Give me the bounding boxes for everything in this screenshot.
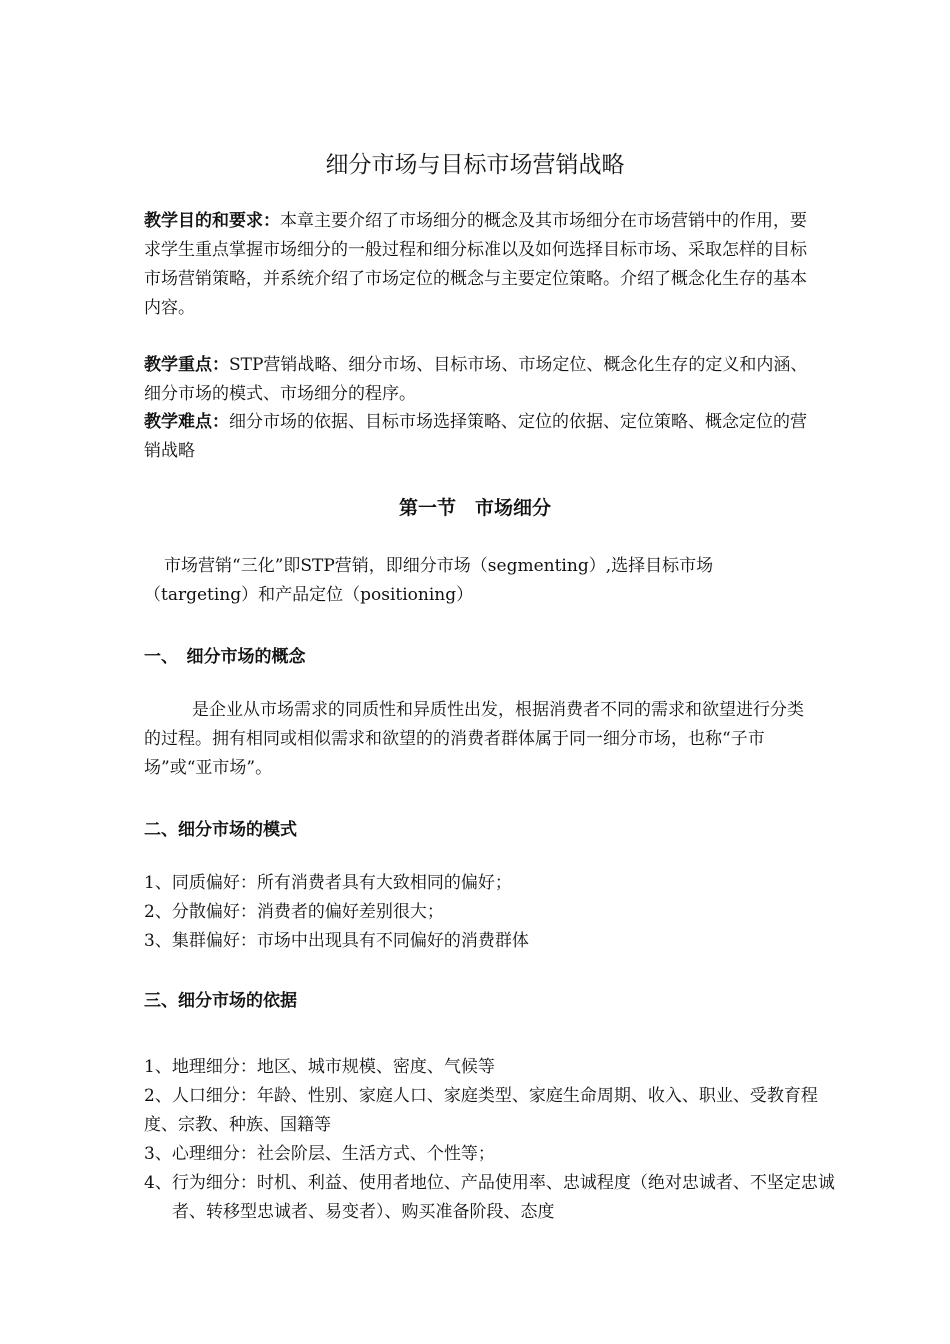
teaching-objectives xyxy=(144,207,816,323)
difficulties-label: 教学难点： xyxy=(144,412,229,432)
basis-item: 1、地理细分：地区、城市规模、密度、气候等 xyxy=(144,1057,495,1077)
heading-bases: 三、细分市场的依据 xyxy=(144,991,297,1011)
key-points-text: STP营销战略、细分市场、目标市场、市场定位、概念化生存的定义和内涵、细分市场的模式、市场细分的程序。 xyxy=(144,355,808,404)
basis-item: 4、行为细分：时机、利益、使用者地位、产品使用率、忠诚程度（绝对忠诚者、不坚定忠诚者、转移型忠诚者、易变者）、购买准备阶段、态度 xyxy=(144,1173,835,1222)
pattern-item: 1、同质偏好：所有消费者具有大致相同的偏好； xyxy=(144,873,512,893)
difficulties-text: 细分市场的依据、目标市场选择策略、定位的依据、定位策略、概念定位的营销战略 xyxy=(144,412,807,461)
intro-paragraph: 市场营销“三化”即STP营销，即细分市场（segmenting）,选择目标市场（targeting）和产品定位（positioning） xyxy=(144,556,714,605)
document-title: 细分市场与目标市场营销战略 xyxy=(325,152,625,178)
section-title: 第一节 市场细分 xyxy=(398,497,551,519)
pattern-item: 2、分散偏好：消费者的偏好差别很大； xyxy=(144,902,444,922)
basis-item: 2、人口细分：年龄、性别、家庭人口、家庭类型、家庭生命周期、收入、职业、受教育程度、宗教、种族、国籍等 xyxy=(144,1086,818,1135)
teaching-key-points xyxy=(144,351,816,409)
objectives-label: 教学目的和要求： xyxy=(144,211,280,231)
objectives-text: 本章主要介绍了市场细分的概念及其市场细分在市场营销中的作用，要求学生重点掌握市场细分的一般过程和细分标准以及如何选择目标市场、采取怎样的目标市场营销策略，并系统介绍了市场定位的概念与主要定位策略。介绍了概念化生存的基本内容。 xyxy=(144,211,807,318)
basis-item: 3、心理细分：社会阶层、生活方式、个性等； xyxy=(144,1144,495,1164)
teaching-difficulties xyxy=(144,408,816,466)
heading-patterns: 二、细分市场的模式 xyxy=(144,820,297,840)
heading-concept: 一、 细分市场的概念 xyxy=(144,647,306,667)
concept-paragraph: 是企业从市场需求的同质性和异质性出发，根据消费者不同的需求和欲望进行分类的过程。拥有相同或相似需求和欲望的的消费者群体属于同一细分市场，也称“子市场”或“亚市场”。 xyxy=(144,700,804,778)
pattern-item: 3、集群偏好：市场中出现具有不同偏好的消费群体 xyxy=(144,931,529,951)
key-points-label: 教学重点： xyxy=(144,355,229,375)
